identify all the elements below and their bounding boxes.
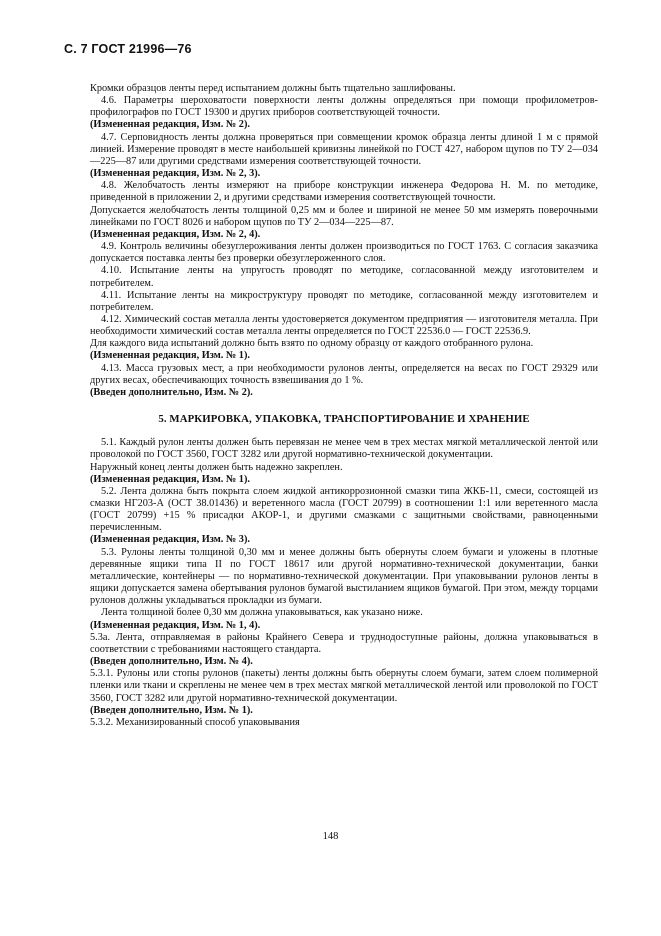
paragraph: 4.11. Испытание ленты на микроструктуру проводят по методике, согласованной между изготовителем и потребителем.	[90, 289, 598, 313]
paragraph: 4.10. Испытание ленты на упругость проводят по методике, согласованной между изготовителем и потребителем.	[90, 265, 598, 289]
paragraph: 5.1. Каждый рулон ленты должен быть перевязан не менее чем в трех местах мягкой металлической лентой или проволокой по ГОСТ 3560, ГОСТ 3282 или другой нормативно-технической документации.	[90, 437, 598, 461]
paragraph: 4.9. Контроль величины обезуглероживания ленты должен производиться по ГОСТ 1763. С согласия заказчика допускается поставка ленты без проверки обезуглероженного слоя.	[90, 241, 598, 265]
paragraph: Допускается желобчатость ленты толщиной 0,25 мм и более и шириной не менее 50 мм измерять поверочными линейками по ГОСТ 8026 и набором щупов по ТУ 2—034—225—87.	[90, 204, 598, 228]
page-number: 148	[322, 831, 339, 842]
paragraph: 5.3. Рулоны ленты толщиной 0,30 мм и менее должны быть обернуты слоем бумаги и уложены в плотные деревянные ящики типа II по ГОСТ 18617 или другой нормативно-технической документации, банки металлические, контейнеры — по нормативно-технической документации. При упаковывании рулонов ленты в ящики допускается замена обертывания рулонов бумагой выстиланием ящиков бумагой. При этом, между торцами рулонов должны укладываться прокладки из бумаги.	[90, 546, 598, 607]
paragraph: 4.8. Желобчатость ленты измеряют на приборе конструкции инженера Федорова Н. М. по методике, приведенной в приложении 2, и другими средствами измерения соответствующей точности.	[90, 180, 598, 204]
paragraph: 5.3.1. Рулоны или стопы рулонов (пакеты) ленты должны быть обернуты слоем бумаги, затем слоем полимерной пленки или ткани и скреплены не менее чем в трех местах мягкой металлической лентой или проволокой по ГОСТ 3560, ГОСТ 3282 или другой нормативно-технической документации.	[90, 668, 598, 704]
amendment-note: (Введен дополнительно, Изм. № 2).	[90, 386, 253, 398]
amendment-note: (Введен дополнительно, Изм. № 4).	[90, 656, 253, 668]
paragraph: 4.7. Серповидность ленты должна проверяться при совмещении кромок образца ленты длиной 1 м с прямой линией. Измерение проводят в месте наибольшей кривизны линейкой по ГОСТ 427, набором щупов по ТУ 2—034—225—87 или другими средствами измерения соответствующей точности.	[90, 131, 598, 167]
amendment-note: (Измененная редакция, Изм. № 1).	[90, 350, 250, 362]
paragraph: Для каждого вида испытаний должно быть взято по одному образцу от каждого отобранного рулона.	[90, 338, 534, 350]
amendment-note: (Измененная редакция, Изм. № 2).	[90, 119, 250, 131]
amendment-note: (Измененная редакция, Изм. № 1).	[90, 473, 250, 485]
paragraph: 5.2. Лента должна быть покрыта слоем жидкой антикоррозионной смазки типа ЖКБ-11, смеси, состоящей из смазки НГ203-А (ОСТ 38.01436) и веретенного масла (ГОСТ 20799) в соотношении 1:1 или веретенного масла (ГОСТ 20799) +15 % присадки АКОР-1, и другими смазками с защитными свойствами, равноценными перечисленным.	[90, 485, 598, 534]
paragraph: 4.12. Химический состав металла ленты удостоверяется документом предприятия — изготовителя металла. При необходимости химический состав металла ленты определяется по ГОСТ 22536.0 — ГОСТ 22536.9.	[90, 313, 598, 338]
paragraph: Лента толщиной более 0,30 мм должна упаковываться, как указано ниже.	[101, 607, 423, 619]
page-header: С. 7 ГОСТ 21996—76	[64, 42, 192, 56]
paragraph: 5.3а. Лента, отправляемая в районы Крайнего Севера и труднодоступные районы, должна упаковываться в соответствии с требованиями настоящего стандарта.	[90, 631, 598, 655]
paragraph: 5.3.2. Механизированный способ упаковывания	[90, 716, 300, 728]
amendment-note: (Измененная редакция, Изм. № 3).	[90, 534, 250, 546]
amendment-note: (Введен дополнительно, Изм. № 1).	[90, 704, 253, 716]
paragraph: Кромки образцов ленты перед испытанием должны быть тщательно зашлифованы.	[90, 83, 456, 94]
section-heading: 5. МАРКИРОВКА, УПАКОВКА, ТРАНСПОРТИРОВАНИЕ И ХРАНЕНИЕ	[158, 413, 530, 426]
document-body	[90, 83, 598, 729]
paragraph: 4.6. Параметры шероховатости поверхности ленты должны определяться при помощи профилометров-профилографов по ГОСТ 19300 и других приборов соответствующей точности.	[90, 95, 598, 119]
paragraph: Наружный конец ленты должен быть надежно закреплен.	[90, 461, 343, 473]
paragraph: 4.13. Масса грузовых мест, а при необходимости рулонов ленты, определяется на весах по ГОСТ 29329 или других весах, обеспечивающих точность взвешивания до 1 %.	[90, 362, 598, 386]
amendment-note: (Измененная редакция, Изм. № 2, 3).	[90, 168, 261, 180]
amendment-note: (Измененная редакция, Изм. № 2, 4).	[90, 228, 261, 240]
amendment-note: (Измененная редакция, Изм. № 1, 4).	[90, 619, 261, 631]
